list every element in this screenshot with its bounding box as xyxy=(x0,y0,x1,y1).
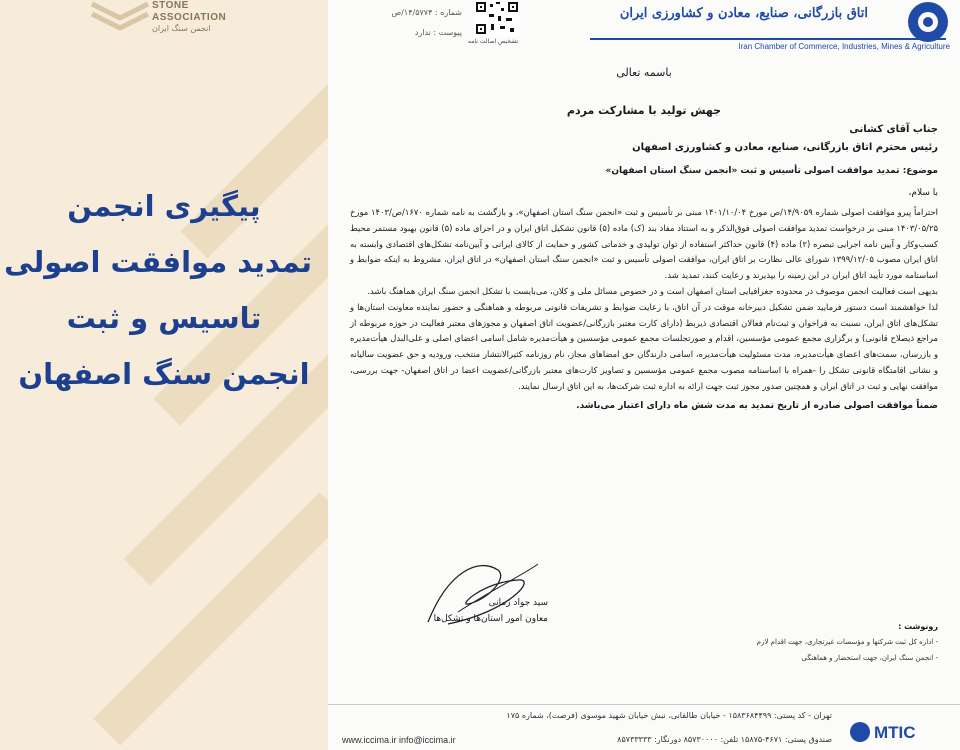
headline-line: انجمن سنگ اصفهان xyxy=(18,357,310,391)
letter-footer xyxy=(328,704,960,750)
cc-item: - انجمن سنگ ایران، جهت استحضار و هماهنگی xyxy=(801,654,938,662)
svg-text:MTIC: MTIC xyxy=(874,723,916,742)
logo-mark-icon xyxy=(90,0,150,34)
body-paragraph: بدیهی است فعالیت انجمن موصوف در محدوده جغرافیایی استان اصفهان است و در خصوص مسائل ملی و کلان، می‌بایست با تشکل انجمن سنگ ایران هماهنگ باشد. xyxy=(367,285,938,296)
letter-number: شماره : ۱۴/۵۷۷۴/ص xyxy=(391,8,462,17)
letter-body xyxy=(350,205,938,414)
chamber-name-fa: اتاق بازرگانی، صنایع، معادن و کشاورزی ایران xyxy=(619,6,868,21)
bismillah: باسمه تعالی xyxy=(616,66,672,79)
decor-stripe xyxy=(93,492,328,745)
left-panel xyxy=(0,0,328,750)
validity-note: ضمناً موافقت اصولی صادره از تاریخ تمدید به مدت شش ماه دارای اعتبار می‌باشد. xyxy=(576,400,938,411)
body-paragraph: احتراماً پیرو موافقت اصولی شماره ۱۴/۹۰۵۹/ص مورخ ۱۴۰۱/۱۰/۰۴ مبنی بر تأسیس و ثبت «انجمن سنگ استان اصفهان»، و بازگشت به نامه شماره ۱۶۷۰/ص/۱۴۰۳ مورخ ۱۴۰۳/۰۵/۲۵ مبنی بر درخواست تمدید موافقت اصولی فوق‌الذکر و به استناد مفاد بند (ک) ماده (۵) قانون تشکیل اتاق ایران و در اجرای ماده (۵) قانون بهبود مستمر محیط کسب‌وکار و آیین نامه اجرایی تبصره (۲) ماده (۴) قانون حداکثر استفاده از توان تولیدی و خدماتی کشور و حمایت از کالای ایرانی و آیین‌نامه تشکل‌های اقتصادی وابسته به اتاق ایران مصوب ۱۳۹۹/۱۲/۰۵ شورای عالی نظارت بر اتاق ایران، موافقت اصولی تأسیس و ثبت «انجمن سنگ استان اصفهان» در اتاق ایران، مشروط به اینکه ضوابط و اساسنامه مورد تأیید اتاق ایران در این زمینه را بپذیرند و رعایت کنند، تمدید شد. xyxy=(350,207,939,281)
cc-item: - اداره کل ثبت شرکتها و مؤسسات غیرتجاری، جهت اقدام لازم xyxy=(756,638,938,646)
signer-title: معاون امور استان‌ها و تشکل‌ها xyxy=(433,614,548,624)
headline-line: تاسیس و ثبت xyxy=(66,301,262,335)
footer-web: www.iccima.ir info@iccima.ir xyxy=(342,735,456,745)
addressee-name: جناب آقای کشانی xyxy=(849,124,938,135)
footer-contact: صندوق پستی: ۴۶۷۱-۱۵۸۷۵ تلفن: ۸۵۷۳۰۰۰۰ دورنگار: ۸۵۷۳۳۳۳۳ xyxy=(617,735,832,744)
headline-line: پیگیری انجمن xyxy=(67,189,261,223)
body-paragraph: لذا خواهشمند است دستور فرمایید ضمن تشکیل دبیرخانه موقت در آن اتاق، با رعایت ضوابط و تشریفات قانونی مربوطه و هماهنگی و حضور نماینده معاونت استان‌ها و تشکل‌های اتاق ایران، نسبت به فراخوان و ثبت‌نام فعالان اقتصادی ذیربط (دارای کارت معتبر بازرگانی/عضویت اتاق اصفهان و مجوزهای معتبر فعالیت در حوزه مربوطه از مراجع ذیصلاح قانونی) و برگزاری مجمع عمومی مؤسسین، اقدام و صورتجلسات مجمع عمومی مؤسسین و هیأت‌مدیره شامل اسامی اعضای اصلی و علی‌البدل هیأت‌مدیره و بازرسان، سمت‌های اعضای هیأت‌مدیره، مدت مسئولیت هیأت‌مدیره، اسامی دارندگان حق امضاهای مجاز، نام روزنامه کثیرالانتشار منتخب، ورودیه و حق عضویت سالیانه و نشانی اقامتگاه قانونی تشکل را -همراه با اساسنامه مصوب مجمع عمومی مؤسسین و تصاویر کارت‌های معتبر بازرگانی/عضویت اعضا در اتاق اصفهان- جهت بررسی، موافقت نهایی و ثبت در اتاق ایران و همچنین صدور مجوز ثبت جهت ارائه به اداره ثبت شرکت‌ها، به این اتاق ارسال نمایند. xyxy=(350,301,938,391)
qr-caption: تشخیص اصالت نامه xyxy=(468,38,519,45)
headline xyxy=(4,178,312,402)
stone-association-logo xyxy=(90,0,270,36)
footer-address: تهران - کد پستی: ۱۵۸۳۶۸۴۴۹۹ - خیابان طالقانی، نبش خیابان شهید موسوی (فرصت)، شماره ۱۷۵ xyxy=(506,711,832,720)
qr-code-icon xyxy=(474,0,520,36)
logo-line-1: STONE xyxy=(152,0,189,11)
year-slogan: جهش تولید با مشارکت مردم xyxy=(566,104,722,117)
headline-line: تمدید موافقت اصولی xyxy=(4,245,312,279)
cc-heading: رونوشت : xyxy=(898,622,938,631)
addressee-title: رئیس محترم اتاق بازرگانی، صنایع، معادن و کشاورزی اصفهان xyxy=(632,142,938,153)
logo-line-3: انجمن سنگ ایران xyxy=(152,24,211,33)
mtic-logo-icon xyxy=(850,719,946,745)
greeting: با سلام، xyxy=(908,188,938,198)
letter-attachment: پیوست : ندارد xyxy=(414,28,462,37)
letter-subject: موضوع: تمدید موافقت اصولی تأسیس و ثبت «انجمن سنگ استان اصفهان» xyxy=(605,166,938,176)
header-rule xyxy=(590,38,946,40)
signer-name: سید جواد زمانی xyxy=(488,598,548,608)
letter-document xyxy=(328,0,960,750)
logo-line-2: ASSOCIATION xyxy=(152,12,227,23)
chamber-name-en: Iran Chamber of Commerce, Industries, Mines & Agriculture xyxy=(738,42,950,51)
